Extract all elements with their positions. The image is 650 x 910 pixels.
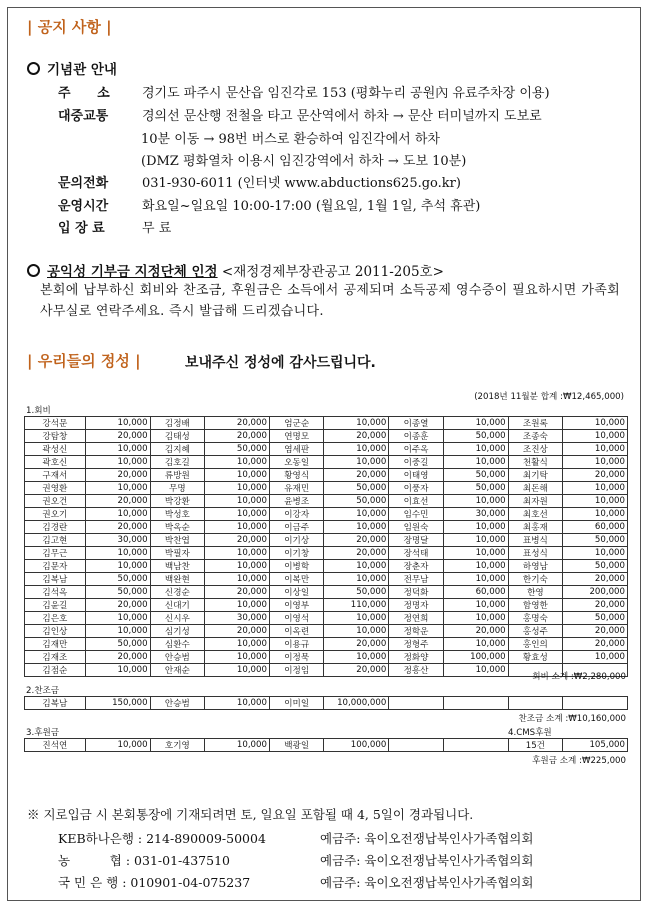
donor-amount-cell: 10,000 (85, 482, 150, 495)
donor-name-cell: 조종숙 (508, 430, 562, 443)
donor-amount-cell: 20,000 (563, 573, 628, 586)
donor-amount-cell: 50,000 (85, 586, 150, 599)
donor-amount-cell: 10,000 (205, 469, 270, 482)
donor-name-cell: 안재순 (150, 664, 204, 677)
donor-name-cell: 하영남 (508, 560, 562, 573)
donor-name-cell: 백광일 (269, 739, 323, 752)
table-row (25, 547, 628, 560)
donor-name-cell: 권오기 (25, 508, 86, 521)
donor-name-cell: 안승범 (150, 651, 204, 664)
donor-name-cell: 곽호신 (25, 456, 86, 469)
donor-name-cell: 표성식 (508, 547, 562, 560)
transit-line-3: (DMZ 평화열차 이용시 임진강역에서 하차 → 도보 10분) (141, 154, 467, 169)
donor-name-cell: 정덕화 (389, 586, 443, 599)
donor-name-cell: 이주옥 (389, 443, 443, 456)
donation-heading: 공익성 기부금 지정단체 인정 <재정경제부장관공고 2011-205호> (27, 260, 444, 280)
donor-amount-cell: 10,000 (563, 508, 628, 521)
table-row (25, 508, 628, 521)
account-holder-1: 예금주: 육이오전쟁납북인사가족협의회 (320, 831, 534, 846)
donor-amount-cell: 50,000 (443, 469, 508, 482)
donor-name-cell: 이병학 (269, 560, 323, 573)
cms-label: 4.CMS후원 (508, 728, 552, 738)
donor-name-cell: 장석태 (389, 547, 443, 560)
phone-label: 문의전화 (58, 176, 109, 191)
donor-name-cell (508, 697, 562, 710)
notice-title: | 공지 사항 | (27, 18, 112, 36)
donation-body: 본회에 납부하신 회비와 찬조금, 후원금은 소득에서 공제되며 소득공제 영수증이 필요하시면 가족회 사무실로 연락주세요. 즉시 발급해 드리겠습니다. (40, 283, 620, 319)
donor-amount-cell: 20,000 (324, 430, 389, 443)
donor-amount-cell: 20,000 (324, 664, 389, 677)
account-bank-3: 국 민 은 행 : 010901-04-075237 (58, 875, 251, 890)
donor-amount-cell: 10,000 (324, 573, 389, 586)
donor-amount-cell: 10,000 (205, 521, 270, 534)
donor-amount-cell: 20,000 (563, 599, 628, 612)
donor-name-cell: 윤병조 (269, 495, 323, 508)
donation-ref: <재정경제부장관공고 2011-205호> (221, 264, 444, 280)
account-holder-3: 예금주: 육이오전쟁납북인사가족협의회 (320, 875, 534, 890)
table-row (25, 697, 628, 710)
transit-row (58, 105, 542, 124)
dues-subtotal: 회비 소계 :₩2,280,000 (532, 672, 626, 682)
donor-name-cell: 이정임 (269, 664, 323, 677)
donor-amount-cell: 50,000 (324, 482, 389, 495)
donor-amount-cell: 10,000 (205, 664, 270, 677)
donor-amount-cell: 10,000 (443, 664, 508, 677)
donor-name-cell: 김재조 (25, 651, 86, 664)
donor-amount-cell: 50,000 (324, 495, 389, 508)
donor-name-cell: 이정묵 (269, 651, 323, 664)
donor-name-cell: 최기탁 (508, 469, 562, 482)
donor-amount-cell: 10,000 (563, 443, 628, 456)
donor-amount-cell: 50,000 (85, 573, 150, 586)
donor-name-cell: 박옥순 (150, 521, 204, 534)
backer-subtotal: 후원금 소계 :₩225,000 (532, 756, 626, 766)
donor-amount-cell (443, 697, 508, 710)
donor-name-cell: 엄군순 (269, 417, 323, 430)
donor-name-cell: 홍성주 (508, 625, 562, 638)
backer-grid (24, 738, 628, 752)
donor-name-cell: 신경순 (150, 586, 204, 599)
donor-name-cell (389, 697, 443, 710)
donor-name-cell: 백남찬 (150, 560, 204, 573)
phone-value: 031-930-6011 (인터넷 www.abductions625.go.kr) (142, 176, 461, 191)
donor-amount-cell: 20,000 (205, 430, 270, 443)
donor-name-cell: 전무남 (389, 573, 443, 586)
donor-name-cell: 조원록 (508, 417, 562, 430)
donor-name-cell: 강석문 (25, 417, 86, 430)
donor-amount-cell: 10,000 (443, 534, 508, 547)
donor-amount-cell: 10,000 (205, 482, 270, 495)
donor-name-cell: 장명달 (389, 534, 443, 547)
hours-row (58, 195, 480, 214)
donor-amount-cell: 100,000 (324, 739, 389, 752)
donor-name-cell: 최홍재 (508, 521, 562, 534)
donor-name-cell: 이옥련 (269, 625, 323, 638)
donor-amount-cell: 60,000 (443, 586, 508, 599)
donor-name-cell: 김지혜 (150, 443, 204, 456)
donor-amount-cell: 10,000 (205, 508, 270, 521)
fee-row (58, 217, 171, 236)
donor-name-cell: 이강자 (269, 508, 323, 521)
donor-amount-cell (563, 697, 628, 710)
donor-name-cell: 신대기 (150, 599, 204, 612)
sponsor-grid (24, 696, 628, 710)
table-row (25, 560, 628, 573)
donor-name-cell: 김윤길 (25, 599, 86, 612)
donor-name-cell: 김은호 (25, 612, 86, 625)
donor-name-cell: 이종열 (389, 417, 443, 430)
donor-name-cell: 정연희 (389, 612, 443, 625)
donor-name-cell: 연명모 (269, 430, 323, 443)
donor-amount-cell: 10,000 (563, 547, 628, 560)
donor-name-cell: 이용규 (269, 638, 323, 651)
donor-name-cell: 오동일 (269, 456, 323, 469)
table-row (25, 625, 628, 638)
donor-amount-cell: 20,000 (205, 417, 270, 430)
dues-label: 1.회비 (26, 406, 51, 416)
donor-name-cell: 이기창 (269, 547, 323, 560)
donor-amount-cell: 20,000 (85, 469, 150, 482)
donor-amount-cell: 20,000 (563, 638, 628, 651)
donor-amount-cell: 10,000 (443, 638, 508, 651)
sponsor-subtotal: 찬조금 소계 :₩10,160,000 (518, 714, 626, 724)
donor-amount-cell: 10,000 (443, 443, 508, 456)
donor-amount-cell: 10,000 (85, 560, 150, 573)
donor-name-cell: 한영 (508, 586, 562, 599)
donor-name-cell: 최호선 (508, 508, 562, 521)
donor-name-cell (389, 739, 443, 752)
donor-name-cell: 함영한 (508, 599, 562, 612)
account-bank-1: KEB하나은행 : 214-890009-50004 (58, 831, 266, 846)
donor-name-cell: 박강환 (150, 495, 204, 508)
donor-name-cell: 권영환 (25, 482, 86, 495)
donor-amount-cell: 30,000 (443, 508, 508, 521)
donor-amount-cell: 10,000 (324, 508, 389, 521)
donor-amount-cell: 10,000 (85, 443, 150, 456)
account-bank-2: 농 협 : 031-01-437510 (58, 853, 230, 868)
table-row (25, 456, 628, 469)
donor-amount-cell: 100,000 (443, 651, 508, 664)
donor-amount-cell: 20,000 (563, 469, 628, 482)
phone-row (58, 172, 461, 191)
support-thanks: 보내주신 정성에 감사드립니다. (185, 355, 376, 371)
donor-amount-cell: 10,000 (205, 573, 270, 586)
donor-name-cell: 곽성신 (25, 443, 86, 456)
donor-name-cell: 표병식 (508, 534, 562, 547)
donor-amount-cell: 10,000 (205, 547, 270, 560)
donor-amount-cell: 10,000 (324, 560, 389, 573)
donor-name-cell: 임원숙 (389, 521, 443, 534)
table-row (25, 599, 628, 612)
donor-amount-cell: 10,000 (443, 573, 508, 586)
donor-name-cell: 이효선 (389, 495, 443, 508)
donor-amount-cell: 10,000 (324, 521, 389, 534)
donor-amount-cell: 10,000 (443, 560, 508, 573)
donor-name-cell: 김복남 (25, 573, 86, 586)
donor-amount-cell: 50,000 (443, 482, 508, 495)
donor-amount-cell: 10,000 (205, 456, 270, 469)
donor-amount-cell: 10,000 (324, 456, 389, 469)
table-row (25, 534, 628, 547)
donor-name-cell: 최돈해 (508, 482, 562, 495)
dues-grid (24, 416, 628, 677)
donor-amount-cell: 10,000 (85, 664, 150, 677)
total-amount: (2018년 11월분 합계 :₩12,465,000) (474, 392, 624, 402)
donor-amount-cell: 50,000 (563, 534, 628, 547)
donor-name-cell: 권오건 (25, 495, 86, 508)
donor-amount-cell: 10,000 (85, 508, 150, 521)
donor-amount-cell: 105,000 (563, 739, 628, 752)
donor-amount-cell: 10,000 (205, 560, 270, 573)
donor-amount-cell: 20,000 (85, 599, 150, 612)
donor-name-cell: 정학운 (389, 625, 443, 638)
donor-name-cell: 이종훈 (389, 430, 443, 443)
transit-line-2: 10분 이동 → 98번 버스로 환승하여 임진각에서 하차 (141, 132, 440, 147)
donor-amount-cell: 200,000 (563, 586, 628, 599)
donor-amount-cell: 50,000 (443, 430, 508, 443)
transit-label: 대중교통 (58, 109, 109, 124)
donor-amount-cell: 10,000 (443, 599, 508, 612)
donor-amount-cell: 10,000 (85, 739, 150, 752)
table-row (25, 495, 628, 508)
donor-name-cell: 김경란 (25, 521, 86, 534)
donor-name-cell: 진석연 (25, 739, 86, 752)
donor-amount-cell: 20,000 (85, 430, 150, 443)
donor-amount-cell: 10,000 (563, 417, 628, 430)
donor-amount-cell: 10,000 (324, 651, 389, 664)
donor-amount-cell: 10,000 (443, 417, 508, 430)
donor-amount-cell: 50,000 (563, 560, 628, 573)
donor-name-cell: 무명 (150, 482, 204, 495)
transit-line-1: 경의선 문산행 전철을 타고 문산역에서 하차 → 문산 터미널까지 도보로 (142, 109, 542, 124)
donor-amount-cell: 20,000 (324, 547, 389, 560)
donor-amount-cell: 10,000 (443, 612, 508, 625)
donor-amount-cell: 10,000 (563, 651, 628, 664)
donor-name-cell: 심기성 (150, 625, 204, 638)
donor-name-cell: 황영식 (269, 469, 323, 482)
donor-amount-cell: 20,000 (443, 625, 508, 638)
backer-label: 3.후원금 (26, 728, 60, 738)
table-row (25, 739, 628, 752)
address-row (58, 82, 550, 101)
donor-name-cell: 김고현 (25, 534, 86, 547)
account-holder-2: 예금주: 육이오전쟁납북인사가족협의회 (320, 853, 534, 868)
donor-amount-cell: 20,000 (85, 495, 150, 508)
donor-amount-cell: 10,000 (324, 417, 389, 430)
donor-amount-cell: 20,000 (85, 521, 150, 534)
donor-amount-cell: 10,000 (443, 495, 508, 508)
donor-amount-cell: 10,000 (205, 599, 270, 612)
donor-name-cell: 호기영 (150, 739, 204, 752)
circle-bullet-icon (27, 264, 40, 277)
donor-name-cell: 박성호 (150, 508, 204, 521)
donor-name-cell: 정명자 (389, 599, 443, 612)
donor-name-cell: 김문자 (25, 560, 86, 573)
donor-name-cell: 유재민 (269, 482, 323, 495)
donor-name-cell: 김재만 (25, 638, 86, 651)
donor-name-cell: 장춘자 (389, 560, 443, 573)
donor-amount-cell: 150,000 (85, 697, 150, 710)
donor-name-cell: 김호길 (150, 456, 204, 469)
donor-name-cell: 이금주 (269, 521, 323, 534)
donor-amount-cell (443, 739, 508, 752)
hours-label: 운영시간 (58, 199, 109, 214)
donor-amount-cell: 20,000 (324, 534, 389, 547)
address-label: 주 소 (58, 86, 121, 101)
donor-name-cell: 김무근 (25, 547, 86, 560)
donor-name-cell: 김점순 (25, 664, 86, 677)
donor-amount-cell: 10,000 (324, 443, 389, 456)
donor-name-cell: 구재서 (25, 469, 86, 482)
donor-name-cell: 박필자 (150, 547, 204, 560)
donor-name-cell: 류방원 (150, 469, 204, 482)
donor-amount-cell: 10,000 (563, 482, 628, 495)
donor-name-cell: 이풍자 (389, 482, 443, 495)
donor-amount-cell: 10,000 (205, 638, 270, 651)
donor-amount-cell: 10,000 (563, 430, 628, 443)
donor-name-cell: 15건 (508, 739, 562, 752)
donor-name-cell: 이태영 (389, 469, 443, 482)
donor-amount-cell: 20,000 (324, 469, 389, 482)
donor-amount-cell: 30,000 (85, 534, 150, 547)
table-row (25, 651, 628, 664)
donor-amount-cell: 10,000 (85, 456, 150, 469)
donor-amount-cell: 30,000 (205, 612, 270, 625)
donor-amount-cell: 20,000 (205, 586, 270, 599)
donor-name-cell: 김석옥 (25, 586, 86, 599)
circle-bullet-icon (27, 62, 40, 75)
donor-amount-cell: 10,000,000 (324, 697, 389, 710)
donor-amount-cell: 10,000 (443, 521, 508, 534)
donor-amount-cell: 50,000 (205, 443, 270, 456)
donor-name-cell: 한기숙 (508, 573, 562, 586)
donor-amount-cell: 10,000 (85, 547, 150, 560)
donor-name-cell: 이복만 (269, 573, 323, 586)
donor-name-cell: 이상일 (269, 586, 323, 599)
donor-name-cell: 신시우 (150, 612, 204, 625)
fee-label: 입 장 료 (58, 221, 105, 236)
table-row (25, 443, 628, 456)
donor-name-cell: 안승범 (150, 697, 204, 710)
donor-name-cell: 홍명숙 (508, 612, 562, 625)
donor-name-cell: 김인상 (25, 625, 86, 638)
donor-amount-cell: 20,000 (324, 638, 389, 651)
donor-amount-cell: 10,000 (205, 739, 270, 752)
donor-name-cell: 김정배 (150, 417, 204, 430)
donor-amount-cell: 10,000 (85, 612, 150, 625)
donor-name-cell: 최자원 (508, 495, 562, 508)
donor-name-cell: 이미일 (269, 697, 323, 710)
giro-note: ※ 지로입금 시 본회통장에 기재되려면 토, 일요일 포함될 때 4, 5일이 경과됩니다. (27, 807, 474, 822)
donor-amount-cell: 50,000 (85, 638, 150, 651)
donor-name-cell: 박찬엽 (150, 534, 204, 547)
donor-name-cell: 염세판 (269, 443, 323, 456)
donor-amount-cell: 110,000 (324, 599, 389, 612)
donor-amount-cell: 10,000 (205, 697, 270, 710)
donor-name-cell: 심환수 (150, 638, 204, 651)
donor-name-cell: 조진상 (508, 443, 562, 456)
donor-name-cell: 김태성 (150, 430, 204, 443)
donor-amount-cell: 10,000 (205, 495, 270, 508)
donor-amount-cell: 10,000 (205, 651, 270, 664)
donor-amount-cell: 50,000 (324, 586, 389, 599)
donor-name-cell: 정흥산 (389, 664, 443, 677)
donor-amount-cell: 20,000 (205, 625, 270, 638)
address-value: 경기도 파주시 문산읍 임진각로 153 (평화누리 공원內 유료주차장 이용) (142, 86, 550, 101)
donor-amount-cell: 10,000 (324, 625, 389, 638)
donor-name-cell: 임수민 (389, 508, 443, 521)
donor-name-cell: 백완현 (150, 573, 204, 586)
table-row (25, 521, 628, 534)
table-row (25, 430, 628, 443)
sponsor-label: 2.찬조금 (26, 686, 60, 696)
hours-value: 화요일~일요일 10:00-17:00 (월요일, 1월 1일, 추석 휴관) (142, 199, 481, 214)
table-row (25, 573, 628, 586)
table-row (25, 612, 628, 625)
donor-amount-cell: 10,000 (85, 625, 150, 638)
donor-name-cell: 정형주 (389, 638, 443, 651)
donor-name-cell: 이기상 (269, 534, 323, 547)
donor-name-cell: 이중길 (389, 456, 443, 469)
table-row (25, 586, 628, 599)
donor-amount-cell: 10,000 (563, 456, 628, 469)
table-row (25, 482, 628, 495)
donor-amount-cell: 20,000 (563, 625, 628, 638)
memorial-heading: 기념관 안내 (27, 58, 117, 78)
donor-name-cell: 홍인의 (508, 638, 562, 651)
donor-amount-cell: 10,000 (443, 547, 508, 560)
donor-name-cell: 천활식 (508, 456, 562, 469)
donor-amount-cell: 10,000 (563, 495, 628, 508)
donor-name-cell: 정화양 (389, 651, 443, 664)
donor-amount-cell: 10,000 (85, 417, 150, 430)
donor-amount-cell: 20,000 (85, 651, 150, 664)
table-row (25, 638, 628, 651)
table-row (25, 417, 628, 430)
donor-name-cell: 김복남 (25, 697, 86, 710)
table-row (25, 469, 628, 482)
donor-name-cell: 이영석 (269, 612, 323, 625)
donor-amount-cell: 10,000 (443, 456, 508, 469)
donor-name-cell: 이영부 (269, 599, 323, 612)
donor-name-cell: 강탐창 (25, 430, 86, 443)
donor-amount-cell: 20,000 (205, 534, 270, 547)
donor-table (24, 386, 628, 781)
donor-amount-cell: 60,000 (563, 521, 628, 534)
support-title: | 우리들의 정성 | (27, 352, 141, 370)
donor-amount-cell: 50,000 (563, 612, 628, 625)
donor-amount-cell: 10,000 (324, 612, 389, 625)
fee-value: 무 료 (142, 221, 172, 236)
donor-name-cell: 황효성 (508, 651, 562, 664)
